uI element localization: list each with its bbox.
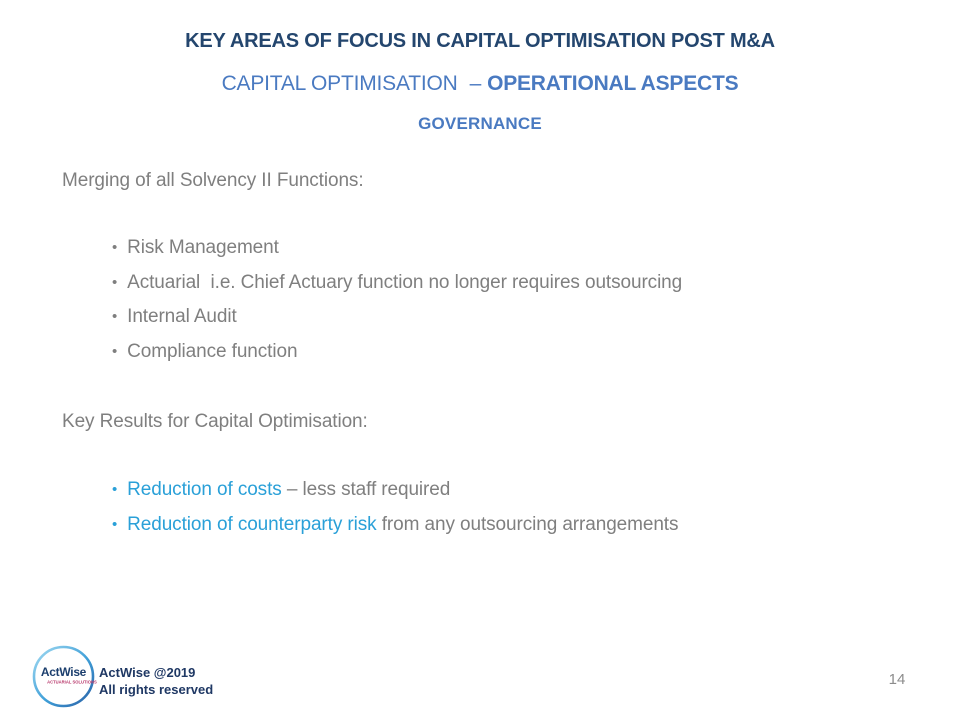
subtitle-part1: CAPITAL OPTIMISATION (221, 72, 458, 95)
subtitle-part2: OPERATIONAL ASPECTS (487, 72, 739, 95)
highlight-text: Reduction of counterparty risk (127, 513, 377, 535)
list-item (112, 272, 682, 307)
section-heading-governance: GOVERNANCE (418, 114, 542, 133)
logo-wordmark: ActWise (40, 665, 87, 679)
body-heading-key-results: Key Results for Capital Optimisation: (62, 411, 368, 432)
key-results-list (112, 479, 678, 549)
bullet-icon: • (112, 239, 118, 256)
highlight-text: Reduction of costs (127, 479, 282, 500)
list-item (112, 306, 682, 341)
actwise-logo (32, 645, 95, 708)
rest-text: – less staff required (281, 479, 451, 500)
copyright-line1: ActWise @2019 (99, 665, 196, 680)
list-item-label: Actuarial i.e. Chief Actuary function no longer requires outsourcing (127, 271, 683, 293)
logo-tagline: ACTUARIAL SOLUTIONS (47, 680, 97, 685)
list-item-label: Internal Audit (127, 306, 237, 327)
bullet-icon: • (112, 342, 118, 360)
copyright-notice (99, 664, 213, 698)
bullet-icon: • (112, 308, 118, 325)
list-item (112, 479, 678, 514)
copyright-line2: All rights reserved (99, 682, 214, 697)
body-heading-merging: Merging of all Solvency II Functions: (62, 170, 364, 191)
subtitle-dash: – (469, 72, 482, 95)
list-item-label (127, 514, 678, 536)
list-item-label (127, 479, 450, 501)
solvency-functions-list (112, 237, 682, 375)
bullet-icon: • (112, 481, 118, 498)
list-item (112, 237, 682, 272)
bullet-icon: • (112, 515, 118, 533)
list-item (112, 514, 678, 549)
list-item-label: Risk Management (127, 237, 279, 258)
slide-subtitle (0, 72, 960, 96)
slide-title: KEY AREAS OF FOCUS IN CAPITAL OPTIMISATION POST M&A (185, 30, 775, 52)
rest-text: from any outsourcing arrangements (376, 513, 679, 535)
list-item (112, 341, 682, 376)
bullet-icon: • (112, 273, 118, 291)
page-number: 14 (888, 671, 906, 688)
list-item-label: Compliance function (127, 340, 298, 362)
